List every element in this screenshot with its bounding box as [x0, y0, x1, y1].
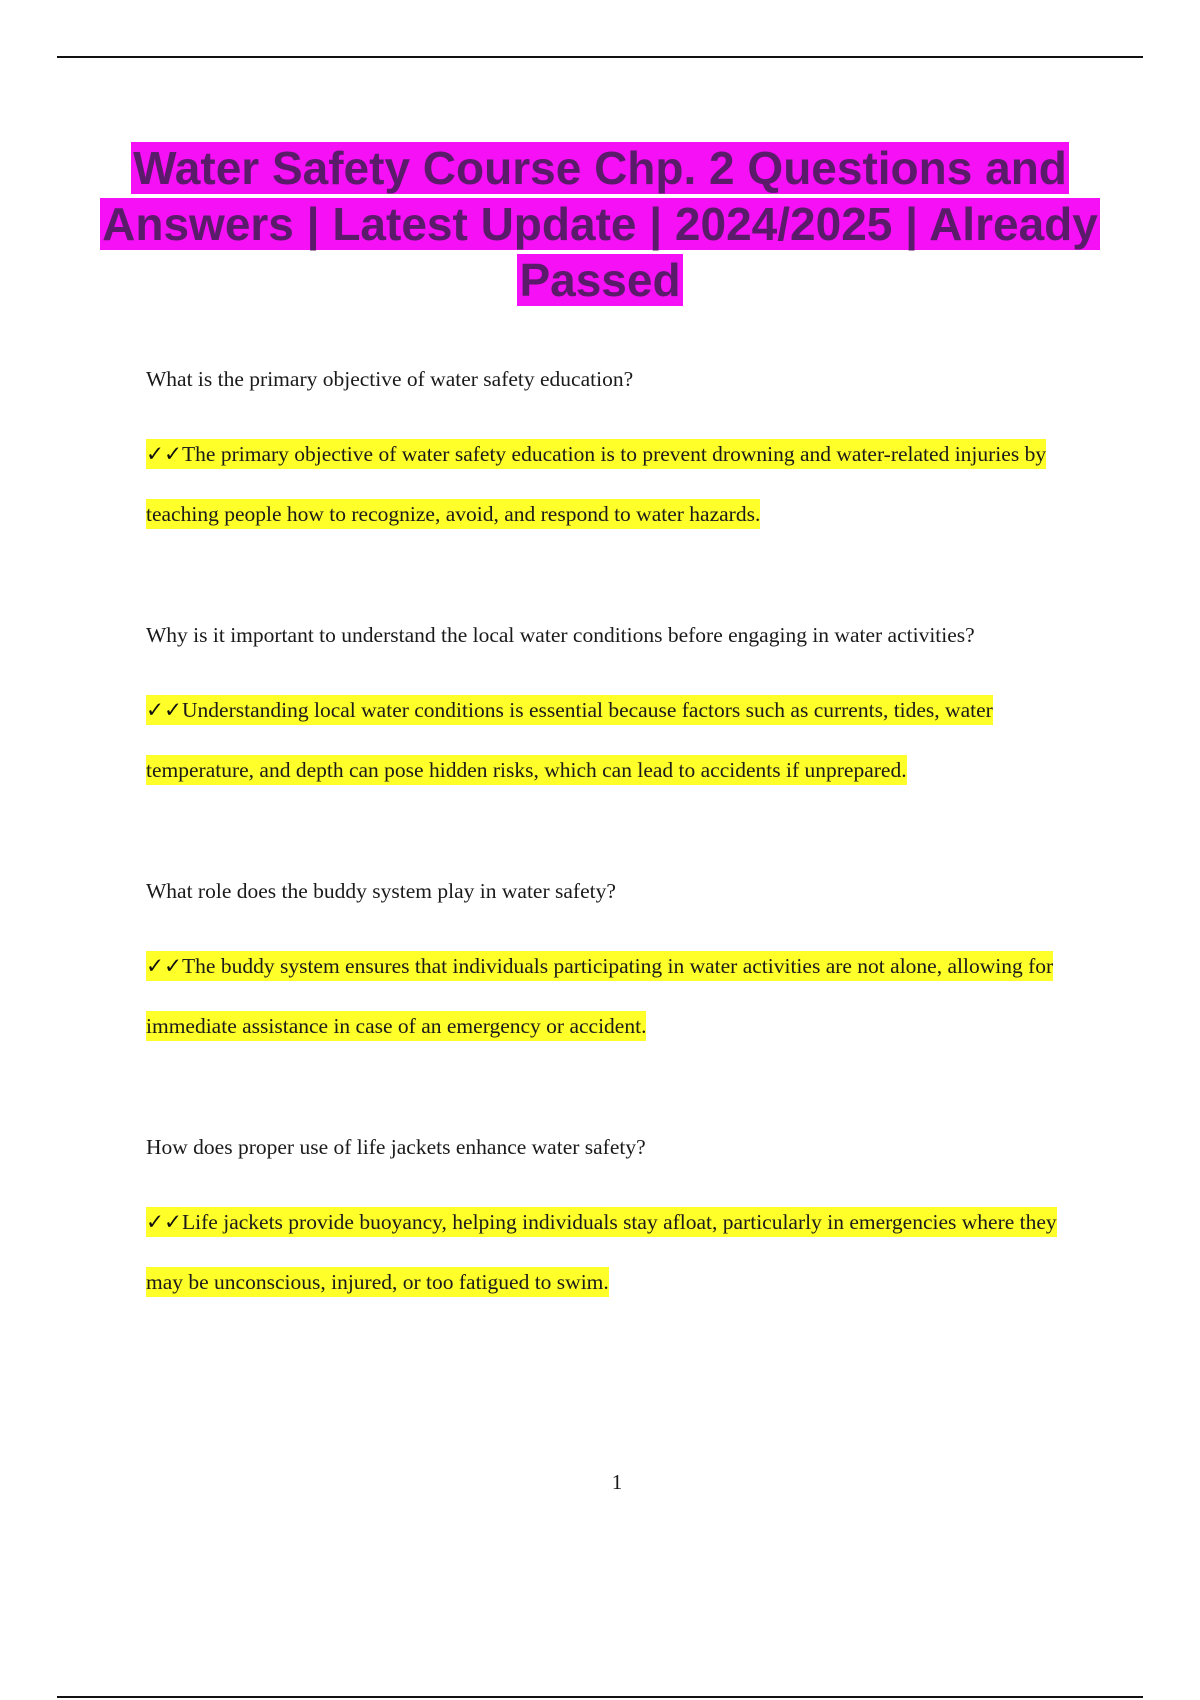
- qa-item: [146, 1132, 1086, 1312]
- title-block: [100, 140, 1100, 308]
- answer-text: [146, 680, 1086, 800]
- question-text: What is the primary objective of water safety education?: [146, 367, 634, 391]
- answer-highlight: [146, 695, 993, 785]
- answer-text: [146, 424, 1086, 544]
- answer-highlight: [146, 439, 1046, 529]
- document-title: Water Safety Course Chp. 2 Questions and Answers | Latest Update | 2024/2025 | Already Passed: [102, 142, 1098, 306]
- answer-highlight: [146, 1207, 1057, 1297]
- bottom-rule: [57, 1696, 1143, 1698]
- qa-list: [146, 364, 1086, 1388]
- question-text: How does proper use of life jackets enhance water safety?: [146, 1135, 646, 1159]
- top-rule: [57, 56, 1143, 58]
- question-text: Why is it important to understand the local water conditions before engaging in water activities?: [146, 623, 975, 647]
- answer-body: The buddy system ensures that individuals participating in water activities are not alone, allowing for immediate assistance in case of an emergency or accident.: [146, 954, 1054, 1038]
- double-check-icon: ✓✓: [146, 954, 183, 978]
- qa-item: [146, 876, 1086, 1056]
- qa-item: [146, 364, 1086, 544]
- double-check-icon: ✓✓: [146, 1210, 183, 1234]
- double-check-icon: ✓✓: [146, 698, 183, 722]
- answer-text: [146, 936, 1086, 1056]
- double-check-icon: ✓✓: [146, 442, 183, 466]
- answer-text: [146, 1192, 1086, 1312]
- answer-body: Life jackets provide buoyancy, helping individuals stay afloat, particularly in emergencies where they may be unconscious, injured, or too fatigued to swim.: [146, 1210, 1057, 1294]
- answer-highlight: [146, 951, 1053, 1041]
- qa-item: [146, 620, 1086, 800]
- page-number: 1: [611, 1470, 623, 1494]
- answer-body: The primary objective of water safety education is to prevent drowning and water-related injuries by teaching people how to recognize, avoid, and respond to water hazards.: [146, 442, 1047, 526]
- question-text: What role does the buddy system play in water safety?: [146, 879, 616, 903]
- answer-body: Understanding local water conditions is essential because factors such as currents, tides, water temperature, and depth can pose hidden risks, which can lead to accidents if unprepared.: [146, 698, 993, 782]
